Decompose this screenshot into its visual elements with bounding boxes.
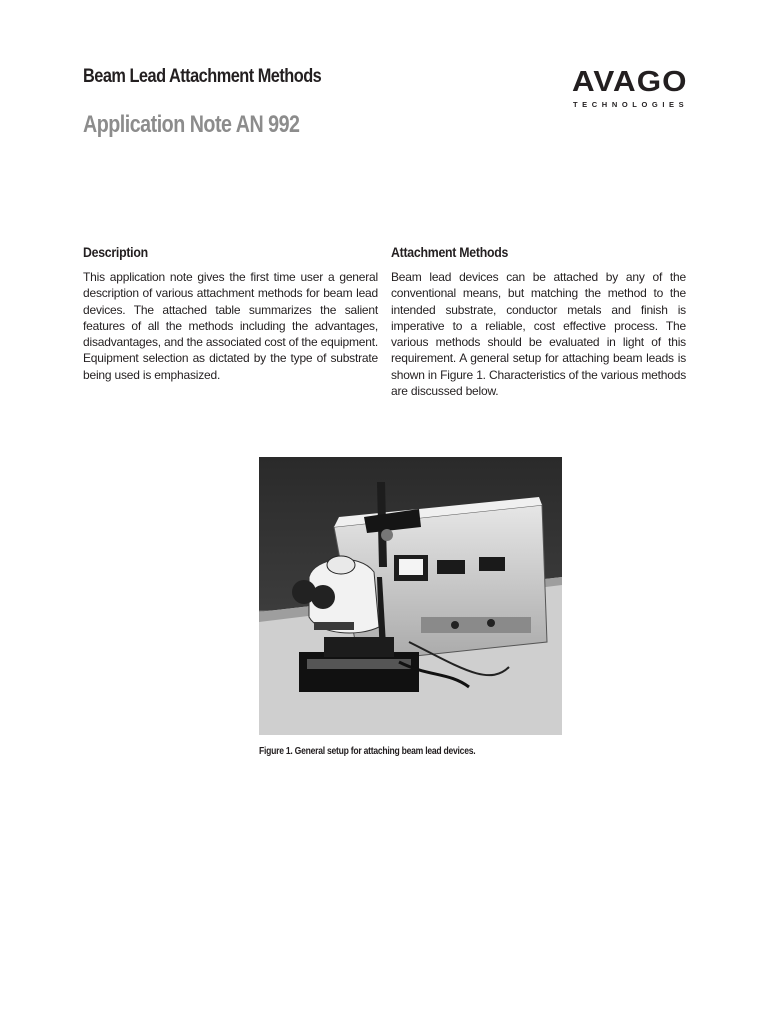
description-heading: Description	[83, 244, 148, 260]
description-body: This application note gives the first time user a general description of various attachment methods for beam lead devices. The attached table summarizes the salient features of all the methods including the advantages, disadvantages, and the associated cost of the equipment. Equipment selection as dictated by the type of substrate being used is emphasized.	[83, 270, 379, 382]
attachment-methods-heading: Attachment Methods	[391, 244, 509, 260]
document-title: Beam Lead Attachment Methods	[83, 66, 322, 87]
logo-wordmark: AVAGO	[572, 66, 688, 98]
description-section	[83, 244, 378, 383]
attachment-methods-body: Beam lead devices can be attached by any of the conventional means, but matching the method to the intended substrate, conductor metals and finish is imperative to a reliable, cost effective process. The various methods should be evaluated in light of this requirement. A general setup for attaching beam leads is shown in Figure 1. Characteristics of the various methods are discussed below.	[391, 270, 686, 399]
logo-tagline: TECHNOLOGIES	[573, 100, 689, 109]
figure-1-photo	[259, 457, 562, 735]
application-note-number: Application Note AN 992	[83, 111, 300, 138]
figure-1-caption: Figure 1. General setup for attaching beam lead devices.	[259, 746, 476, 757]
attachment-methods-section	[391, 244, 686, 399]
avago-logo	[572, 66, 690, 110]
